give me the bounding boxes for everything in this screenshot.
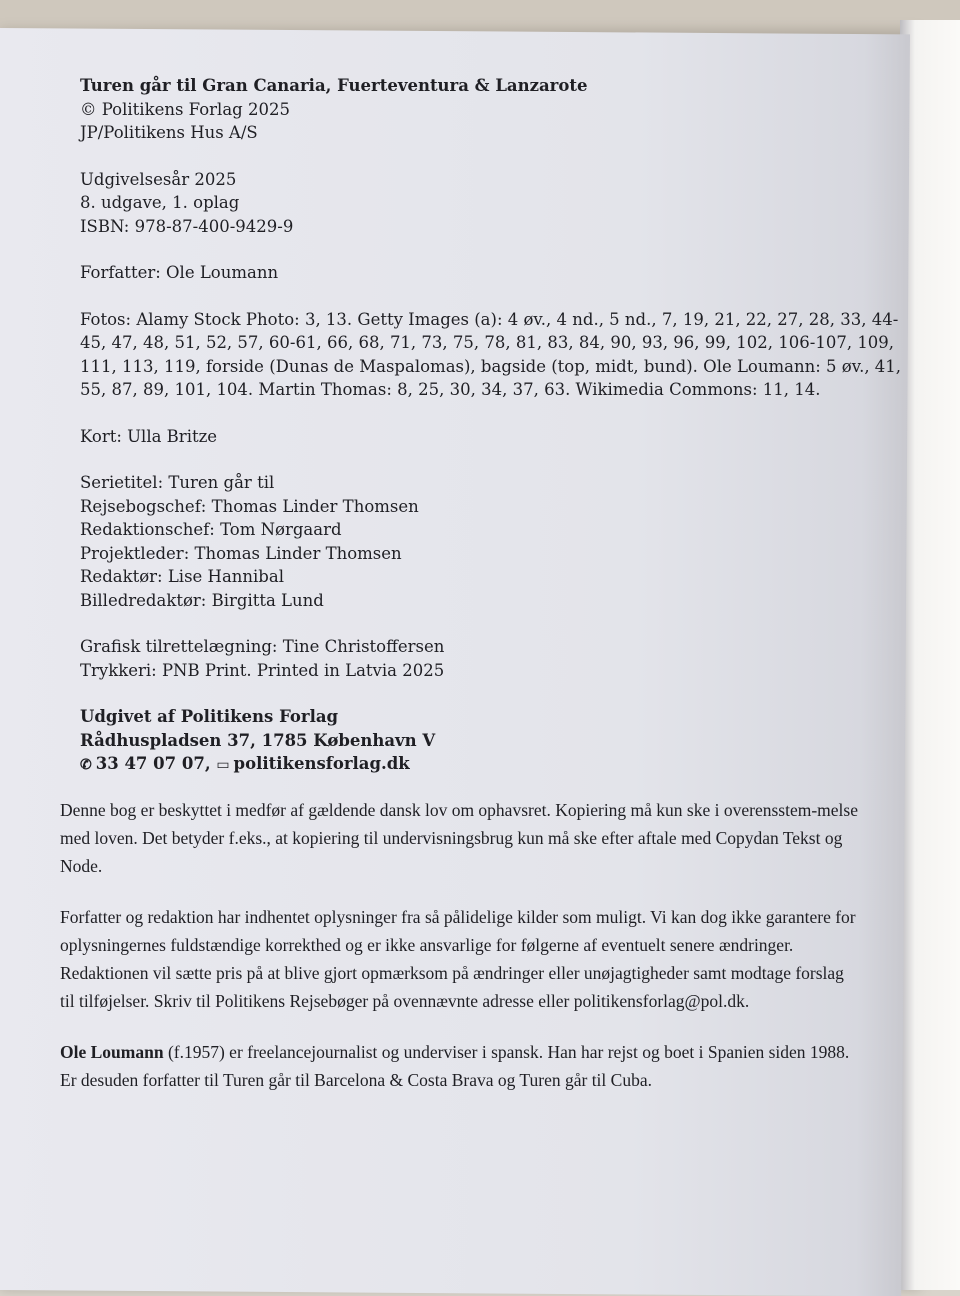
credit-editor: Redaktør: Lise Hannibal bbox=[80, 567, 284, 586]
author-bio bbox=[60, 1038, 860, 1094]
credit-travel-chief: Rejsebogschef: Thomas Linder Thomsen bbox=[80, 496, 419, 516]
colophon bbox=[60, 74, 910, 1094]
map-credit: Kort: Ulla Britze bbox=[80, 426, 218, 446]
edition: 8. udgave, 1. oplag bbox=[80, 193, 240, 212]
printer-credit: Trykkeri: PNB Print. Printed in Latvia 2025 bbox=[80, 660, 445, 680]
credit-editorial-chief: Redaktionschef: Tom Nørgaard bbox=[80, 520, 342, 539]
disclaimer: Forfatter og redaktion har indhentet oplysninger fra så pålidelige kilder som muligt. Vi kan dog ikke garantere for oplysningernes fuldstændige korrekthed og er ikke ansvarlige for følgerne af eventuelt senere ændringer. Redaktionen vil sætte pris på at blive gjort opmærksom på ændringer eller unøjagtigheder samt modtage forslag til tilføjelser. Skriv til Politikens Rejsebøger på ovennævnte adresse eller politikensforlag@pol.dk. bbox=[60, 906, 856, 1011]
release-year: Udgivelsesår 2025 bbox=[80, 169, 237, 189]
author: Forfatter: Ole Loumann bbox=[80, 263, 279, 282]
book-title: Turen går til Gran Canaria, Fuerteventura & Lanzarote bbox=[80, 76, 588, 95]
publisher-address: Rådhuspladsen 37, 1785 København V bbox=[80, 730, 436, 750]
legal-paragraphs bbox=[60, 796, 860, 1094]
copyright-line: © Politikens Forlag 2025 bbox=[80, 99, 290, 119]
isbn: ISBN: 978-87-400-9429-9 bbox=[80, 216, 294, 236]
publishing-house: JP/Politikens Hus A/S bbox=[80, 123, 258, 142]
web-icon: ▭ bbox=[216, 757, 230, 773]
credit-series: Serietitel: Turen går til bbox=[80, 473, 275, 492]
publisher-phone: 33 47 07 07, bbox=[95, 754, 211, 773]
publisher-contact bbox=[80, 752, 910, 778]
credits-list bbox=[80, 471, 910, 612]
photo-credits: Fotos: Alamy Stock Photo: 3, 13. Getty Images (a): 4 øv., 4 nd., 5 nd., 7, 19, 21, 22, 27, 28, 33, 44-45, 47, 48, 51, 52, 57, 60-61, 66, 68, 71, 73, 75, 78, 81, 83, 84, 90, 93, 96, 99, 102, 106-107, 109, 111, 113, 119, forside (Dunas de Maspalomas), bagside (top, midt, bund). Ole Loumann: 5 øv., 41, 55, 87, 89, 101, 104. Martin Thomas: 8, 25, 30, 34, 37, 63. Wikimedia Commons: 11, 14. bbox=[80, 309, 902, 399]
copyright-notice: Denne bog er beskyttet i medfør af gældende dansk lov om ophavsret. Kopiering må kun ske i overensstem-melse med loven. Det betyder f.eks., at kopiering til undervisningsbrug kun må ske efter aftale med Copydan Tekst og Node. bbox=[60, 799, 858, 876]
publisher-name: Udgivet af Politikens Forlag bbox=[80, 707, 339, 726]
credit-photo-editor: Billedredaktør: Birgitta Lund bbox=[80, 590, 324, 610]
bio-text: (f.1957) er freelancejournalist og underviser i spansk. Han har rejst og boet i Spanien siden 1988. Er desuden forfatter til Turen går til Barcelona & Costa Brava og Turen går til Cuba. bbox=[60, 1041, 850, 1090]
bio-name: Ole Loumann bbox=[60, 1041, 164, 1062]
credit-project-lead: Projektleder: Thomas Linder Thomsen bbox=[80, 543, 402, 563]
publisher-website: politikensforlag.dk bbox=[233, 754, 410, 773]
design-credit: Grafisk tilrettelægning: Tine Christoffersen bbox=[80, 637, 445, 656]
phone-icon: ✆ bbox=[80, 757, 92, 773]
